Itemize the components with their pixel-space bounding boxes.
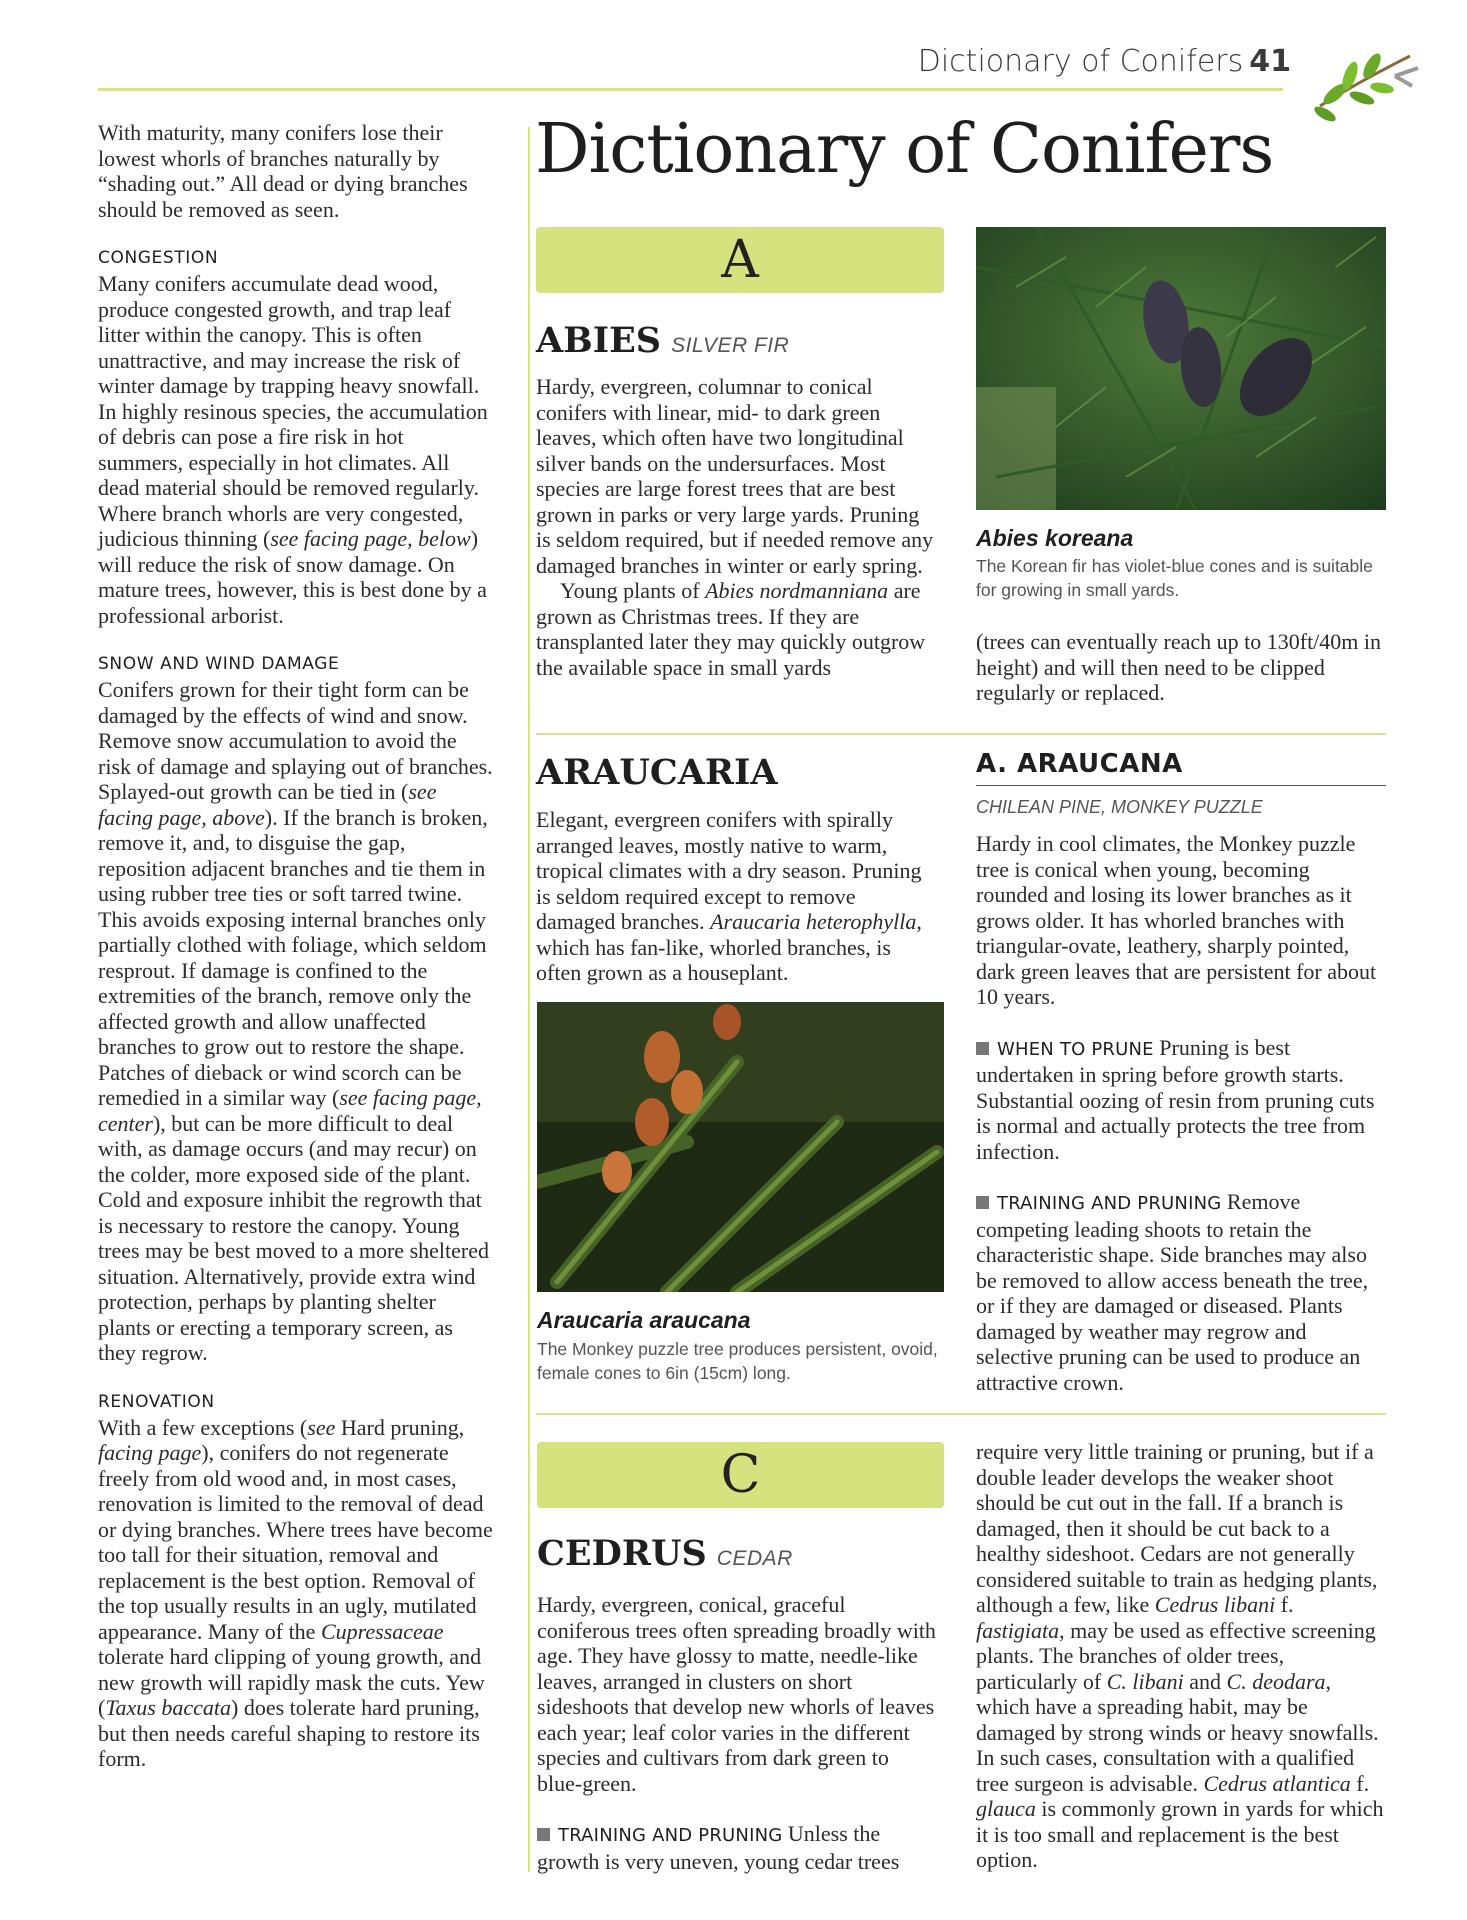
species-name: fastigiata xyxy=(976,1617,1060,1643)
species-name: C. libani xyxy=(1106,1668,1184,1694)
running-header xyxy=(918,44,1291,79)
cross-reference: see xyxy=(307,1414,336,1440)
snow-text: Conifers grown for their tight form can be damaged by the effects of wind and snow. Remove snow accumulation to avoid the risk of damage and splaying out of branches. Splayed-out growth can be tied in ( xyxy=(98,677,493,804)
abies-paragraph xyxy=(536,578,936,680)
training-text: Remove competing leading shoots to retain the characteristic shape. Side branches may also be removed to allow access beneath the tree, or if they are damaged or diseased. Plants damaged by weather may regrow and selective pruning can be used to produce an attractive crown. xyxy=(976,1189,1369,1395)
lead-label: TRAINING AND PRUNING xyxy=(558,1825,783,1846)
araucaria-text: , which has fan-like, whorled branches, is often grown as a houseplant. xyxy=(536,909,922,985)
renovation-text: ), conifers do not regenerate freely from old wood and, in most cases, renovation is limited to the removal of dead or dying branches. Where trees have become too tall for their situation, removal and replacement is the best option. Removal of the top usually results in an ugly, mutilated appearance. Many of the xyxy=(98,1440,493,1644)
araucana-paragraph: Hardy in cool climates, the Monkey puzzle tree is conical when young, becoming rounded and losing its lower branches as it grows older. It has whorled branches with triangular-ovate, leathery, sharply pointed, dark green leaves that are persistent for about 10 years. xyxy=(976,831,1377,1009)
lead-label: TRAINING AND PRUNING xyxy=(997,1193,1222,1214)
page-title: Dictionary of Conifers xyxy=(535,110,1274,189)
header-rule xyxy=(98,88,1283,91)
when-to-prune-paragraph xyxy=(976,1035,1386,1165)
araucaria-paragraph xyxy=(536,807,936,986)
species-heading: A. ARAUCANA xyxy=(976,749,1183,779)
cross-reference: facing page xyxy=(98,1440,202,1465)
renovation-text: With a few exceptions ( xyxy=(98,1414,308,1440)
page-number: 41 xyxy=(1249,44,1291,79)
photo-caption-title: Araucaria araucana xyxy=(537,1307,751,1333)
training-paragraph xyxy=(976,1189,1386,1395)
section-letter-c: C xyxy=(537,1442,944,1508)
cedrus-text: f. xyxy=(1275,1592,1294,1617)
congestion-text: ) will reduce the risk of snow damage. On mature trees, however, this is best done by a professional arborist. xyxy=(98,526,487,628)
abies-koreana-photo xyxy=(976,227,1386,510)
genus-heading-araucaria: ARAUCARIA xyxy=(536,752,778,793)
bullet-square-icon xyxy=(537,1828,550,1841)
photo-caption: The Monkey puzzle tree produces persistent, ovoid, female cones to 6in (15cm) long. xyxy=(537,1339,938,1383)
abies-continued: (trees can eventually reach up to 130ft/40m in height) and will then need to be clipped regularly or replaced. xyxy=(976,629,1382,705)
left-column xyxy=(98,120,493,1772)
araucaria-araucana-photo xyxy=(537,1002,944,1292)
species-name: Cedrus libani xyxy=(1154,1592,1276,1617)
abies-description xyxy=(536,374,936,680)
genus-name: Cupressaceae xyxy=(320,1618,444,1644)
snow-paragraph xyxy=(98,677,493,1366)
genus-name: CEDRUS xyxy=(537,1533,707,1574)
renovation-text: ) does tolerate hard pruning, but then needs careful shaping to restore its form. xyxy=(98,1695,480,1771)
cedrus-text: f. xyxy=(1350,1770,1370,1796)
intro-paragraph: With maturity, many conifers lose their lowest whorls of branches naturally by “shading out.” All dead or dying branches should be removed as seen. xyxy=(98,120,468,222)
when-to-prune-text: Pruning is best undertaken in spring before growth starts. Substantial oozing of resin from pruning cuts is normal and actually protects the tree from infection. xyxy=(976,1034,1375,1164)
cedrus-text: , may be used as effective screening plants. The branches of older trees, particularly of xyxy=(976,1617,1376,1694)
cedrus-continued-paragraph xyxy=(976,1439,1386,1873)
genus-name: ABIES xyxy=(536,320,662,361)
cedrus-text: and xyxy=(1183,1668,1227,1694)
araucana-description xyxy=(976,831,1386,1395)
cedrus-training-paragraph xyxy=(537,1821,937,1874)
cedrus-description xyxy=(537,1592,937,1874)
species-name: Araucaria heterophylla xyxy=(710,909,917,934)
cedrus-text: require very little training or pruning, but if a double leader develops the weaker shoot should be cut out in the fall. If a branch is damaged, then it should be cut back to a healthy sideshoot. Cedars are not generally considered suitable to train as hedging plants, although a few, like xyxy=(976,1439,1378,1617)
congestion-text: Many conifers accumulate dead wood, produce congested growth, and trap leaf litter within the canopy. This is often unattractive, and may increase the risk of winter damage by trapping heavy snowfall. In highly resinous species, the accumulation of debris can pose a fire risk in hot summers, especially in hot climates. All dead material should be removed regularly. Where branch whorls are very congested, judicious thinning ( xyxy=(98,271,488,551)
species-rule xyxy=(976,785,1386,786)
cross-reference: see facing page, above xyxy=(98,779,437,830)
species-name: glauca xyxy=(976,1796,1036,1821)
cedrus-training-text: Unless the growth is very uneven, young cedar trees xyxy=(537,1821,900,1874)
renovation-heading: RENOVATION xyxy=(98,1391,215,1412)
cross-reference: see facing page, center xyxy=(98,1085,482,1136)
abies-text: are grown as Christmas trees. If they are transplanted later they may quickly outgrow the available space in small yards xyxy=(536,578,926,680)
lead-label: WHEN TO PRUNE xyxy=(997,1038,1154,1060)
congestion-heading: CONGESTION xyxy=(98,248,219,268)
column-divider xyxy=(528,127,530,1872)
species-common-name: CHILEAN PINE, MONKEY PUZZLE xyxy=(976,797,1263,817)
common-name: CEDAR xyxy=(716,1547,793,1570)
snow-heading: SNOW AND WIND DAMAGE xyxy=(98,654,340,674)
cedrus-continued xyxy=(976,1439,1386,1873)
section-letter-a: A xyxy=(536,227,944,293)
bullet-square-icon xyxy=(976,1042,989,1055)
cedrus-paragraph: Hardy, evergreen, conical, graceful coniferous trees often spreading broadly with age. They have glossy to matte, needle-like leaves, arranged in clusters on short sideshoots that develop new whorls of leaves each year; leaf color varies in the different species and cultivars from dark green to blue-green. xyxy=(537,1592,936,1796)
species-name: C. deodara xyxy=(1226,1668,1326,1694)
common-name: SILVER FIR xyxy=(671,334,790,357)
bullet-square-icon xyxy=(976,1196,989,1209)
running-title: Dictionary of Conifers xyxy=(917,44,1244,79)
genus-heading-cedrus xyxy=(537,1533,793,1574)
congestion-paragraph xyxy=(98,271,493,628)
photo-caption-title: Abies koreana xyxy=(976,525,1134,551)
species-name: Taxus baccata xyxy=(105,1695,232,1720)
cedrus-text: is commonly grown in yards for which it is too small and replacement is the best option. xyxy=(976,1796,1384,1872)
snow-text: ). If the branch is broken, remove it, and, to disguise the gap, reposition adjacent branches and tie them in using rubber tree ties or soft tarred twine. This avoids exposing internal branches only partially clothed with foliage, which seldom resprout. If damage is confined to the extremities of the branch, remove only the affected growth and allow unaffected branches to grow out to restore the shape. Patches of dieback or wind scorch can be remedied in a similar way ( xyxy=(98,804,488,1110)
photo-caption: The Korean fir has violet-blue cones and is suitable for growing in small yards. xyxy=(976,556,1373,600)
renovation-paragraph xyxy=(98,1415,493,1772)
abies-paragraph: Hardy, evergreen, columnar to conical conifers with linear, mid- to dark green leaves, which often have two longitudinal silver bands on the undersurfaces. Most species are large forest trees that are best grown in parks or very large yards. Pruning is seldom required, but if needed remove any damaged branches in winter or early spring. xyxy=(536,374,934,578)
species-name: Cedrus atlantica xyxy=(1203,1770,1351,1796)
araucaria-text: Elegant, evergreen conifers with spirally arranged leaves, mostly native to warm, tropical climates with a dry season. Pruning is seldom required except to remove damaged branches. xyxy=(536,807,922,934)
renovation-text: tolerate hard clipping of young growth, and new growth will rapidly mask the cuts. Yew ( xyxy=(98,1644,485,1720)
renovation-text: Hard pruning, xyxy=(335,1414,465,1440)
section-divider xyxy=(536,1413,1386,1415)
genus-heading-abies xyxy=(536,320,789,361)
cross-reference: see facing page, below xyxy=(270,526,471,551)
abies-text: Young plants of xyxy=(560,578,706,603)
section-divider xyxy=(536,733,1386,735)
leaf-sprig-icon xyxy=(1300,36,1420,126)
araucaria-description xyxy=(536,807,936,986)
snow-text: ), but can be more difficult to deal with, as damage occurs (and may recur) on the colder, more exposed side of the plant. Cold and exposure inhibit the regrowth that is necessary to restore the canopy. Young trees may be best moved to a more sheltered situation. Alternatively, provide extra wind protection, perhaps by planting shelter plants or erecting a temporary screen, as they regrow. xyxy=(98,1110,489,1365)
cedrus-text: , which have a spreading habit, may be damaged by strong winds or heavy snowfalls. In such cases, consultation with a qualified tree surgeon is advisable. xyxy=(976,1668,1379,1796)
species-name: Abies nordmanniana xyxy=(705,578,889,603)
